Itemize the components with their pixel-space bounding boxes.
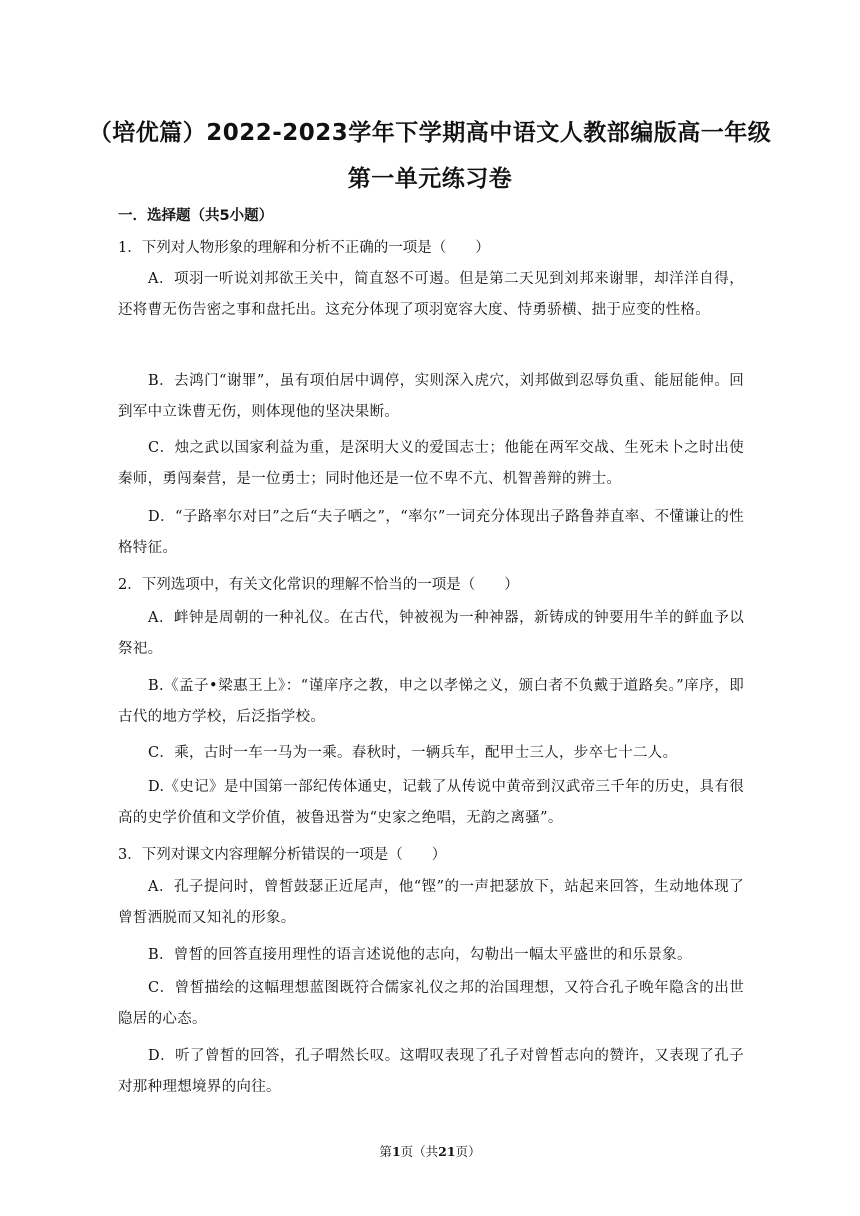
question-2-option-a: A．衅钟是周朝的一种礼仪。在古代，钟被视为一种神器，新铸成的钟要用牛羊的鲜血予以祭祀。 bbox=[118, 610, 744, 657]
question-3-option-a: A．孔子提问时，曾皙鼓瑟正近尾声，他“铿”的一声把瑟放下，站起来回答，生动地体现了曾皙洒脱而又知礼的形象。 bbox=[118, 879, 744, 926]
question-1-stem: 1．下列对人物形象的理解和分析不正确的一项是（ ） bbox=[118, 240, 490, 256]
question-1-option-d: D．“子路率尔对曰”之后“夫子哂之”，“率尔”一词充分体现出子路鲁莽直率、不懂谦让的性格特征。 bbox=[118, 509, 744, 556]
footer-page-number: 1 bbox=[391, 1144, 401, 1159]
footer-suffix: 页） bbox=[455, 1144, 481, 1159]
footer-total-pages: 21 bbox=[438, 1144, 456, 1159]
question-2-stem: 2．下列选项中，有关文化常识的理解不恰当的一项是（ ） bbox=[118, 577, 519, 593]
question-2-option-d: D.《史记》是中国第一部纪传体通史，记载了从传说中黄帝到汉武帝三千年的历史，具有很高的史学价值和文学价值，被鲁迅誉为“史家之绝唱，无韵之离骚”。 bbox=[118, 779, 744, 826]
question-3-option-b: B．曾皙的回答直接用理性的语言述说他的志向，勾勒出一幅太平盛世的和乐景象。 bbox=[148, 947, 692, 963]
document-title-line1: （培优篇）2022-2023学年下学期高中语文人教部编版高一年级 bbox=[88, 120, 772, 146]
question-2-option-c: C．乘，古时一车一马为一乘。春秋时，一辆兵车，配甲士三人，步卒七十二人。 bbox=[148, 745, 678, 761]
question-1-option-c: C．烛之武以国家利益为重，是深明大义的爱国志士；他能在两军交战、生死未卜之时出使秦师，勇闯秦营，是一位勇士；同时他还是一位不卑不亢、机智善辩的辨士。 bbox=[118, 440, 744, 487]
footer-mid: 页（共 bbox=[400, 1144, 439, 1159]
question-2-option-b: B.《孟子•梁惠王上》：“谨庠序之教，申之以孝悌之义，颁白者不负戴于道路矣。”庠序，即古代的地方学校，后泛指学校。 bbox=[118, 678, 744, 725]
footer-prefix: 第 bbox=[379, 1144, 392, 1159]
question-3-option-d: D．听了曾皙的回答，孔子喟然长叹。这喟叹表现了孔子对曾皙志向的赞许，又表现了孔子对那种理想境界的向往。 bbox=[118, 1048, 744, 1095]
document-title-line2: 第一单元练习卷 bbox=[347, 166, 513, 192]
section-heading: 一．选择题（共5小题） bbox=[118, 208, 274, 224]
question-3-option-c: C．曾皙描绘的这幅理想蓝图既符合儒家礼仪之邦的治国理想，又符合孔子晚年隐含的出世隐居的心态。 bbox=[118, 980, 744, 1027]
question-1-option-b: B．去鸿门“谢罪”，虽有项伯居中调停，实则深入虎穴，刘邦做到忍辱负重、能屈能伸。回到军中立诛曹无伤，则体现他的坚决果断。 bbox=[118, 373, 744, 420]
question-1-option-a: A．项羽一听说刘邦欲王关中，简直怒不可遏。但是第二天见到刘邦来谢罪，却洋洋自得，还将曹无伤告密之事和盘托出。这充分体现了项羽宽容大度、恃勇骄横、拙于应变的性格。 bbox=[118, 271, 744, 318]
page-footer bbox=[0, 1142, 860, 1160]
question-3-stem: 3．下列对课文内容理解分析错误的一项是（ ） bbox=[118, 847, 447, 863]
